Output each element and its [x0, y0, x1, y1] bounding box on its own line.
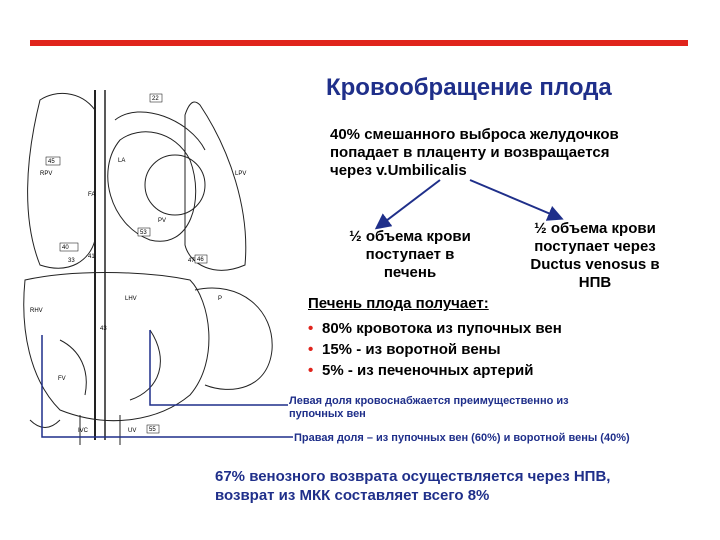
- list-item: • 80% кровотока из пупочных вен: [308, 320, 562, 337]
- ventricle: [145, 155, 205, 215]
- list-item: • 15% - из воротной вены: [308, 341, 501, 358]
- left-lobe-note: Левая доля кровоснабжается преимущественно из пупочных вен: [289, 395, 569, 420]
- label-lpv: LPV: [235, 171, 247, 177]
- fv-vessel: [30, 420, 60, 428]
- aortic-arch: [115, 112, 205, 150]
- label-22: 22: [152, 96, 159, 102]
- heart: [108, 132, 196, 241]
- arrow-to-liver: [378, 180, 440, 227]
- right-lobe-note: Правая доля – из пупочных вен (60%) и воротной вены (40%): [294, 432, 630, 444]
- label-45: 45: [48, 159, 55, 165]
- label-41: 41: [88, 254, 95, 260]
- label-lhv: LHV: [125, 296, 137, 302]
- liver: [24, 273, 209, 421]
- bottom-summary: 67% венозного возврата осуществляется через НПВ, возврат из МКК составляет всего 8%: [215, 468, 611, 504]
- label-40: 40: [62, 245, 69, 251]
- label-rhv: RHV: [30, 308, 43, 314]
- hepatic-vein: [60, 340, 86, 395]
- slide-title: Кровообращение плода: [326, 74, 612, 101]
- arrow-to-ductus: [470, 180, 560, 218]
- label-fv: FV: [58, 376, 66, 382]
- liver-title: Печень плода получает:: [308, 295, 489, 312]
- right-lung: [28, 93, 95, 268]
- liver-item-2: 15% - из воротной вены: [322, 341, 501, 358]
- label-33: 33: [68, 258, 75, 264]
- left-lung: [185, 102, 246, 270]
- list-item: • 5% - из печеночных артерий: [308, 362, 534, 379]
- liver-item-3: 5% - из печеночных артерий: [322, 362, 534, 379]
- liver-item-1: 80% кровотока из пупочных вен: [322, 320, 562, 337]
- anatomy-sketch: [24, 90, 272, 445]
- right-half-text: ½ объема крови поступает через Ductus venosus в НПВ: [530, 220, 660, 291]
- label-55: 55: [149, 427, 156, 433]
- label-46: 46: [197, 257, 204, 263]
- label-43: 43: [100, 326, 107, 332]
- label-rpv: RPV: [40, 171, 53, 177]
- label-p: P: [218, 296, 223, 302]
- label-la: LA: [118, 158, 126, 164]
- spleen: [195, 288, 272, 389]
- left-half-text: ½ объема крови поступает в печень: [349, 228, 471, 281]
- label-fa: FA: [88, 192, 96, 198]
- label-47: 47: [188, 258, 195, 264]
- label-uv: UV: [128, 428, 137, 434]
- label-ivc: IVC: [78, 428, 89, 434]
- portal-vein: [130, 330, 160, 400]
- label-53: 53: [140, 230, 147, 236]
- diagram-labels: [30, 94, 246, 434]
- intro-text: 40% смешанного выброса желудочков попадает в плаценту и возвращается через v.Umbilicalis: [330, 126, 619, 179]
- label-pv: PV: [158, 218, 167, 224]
